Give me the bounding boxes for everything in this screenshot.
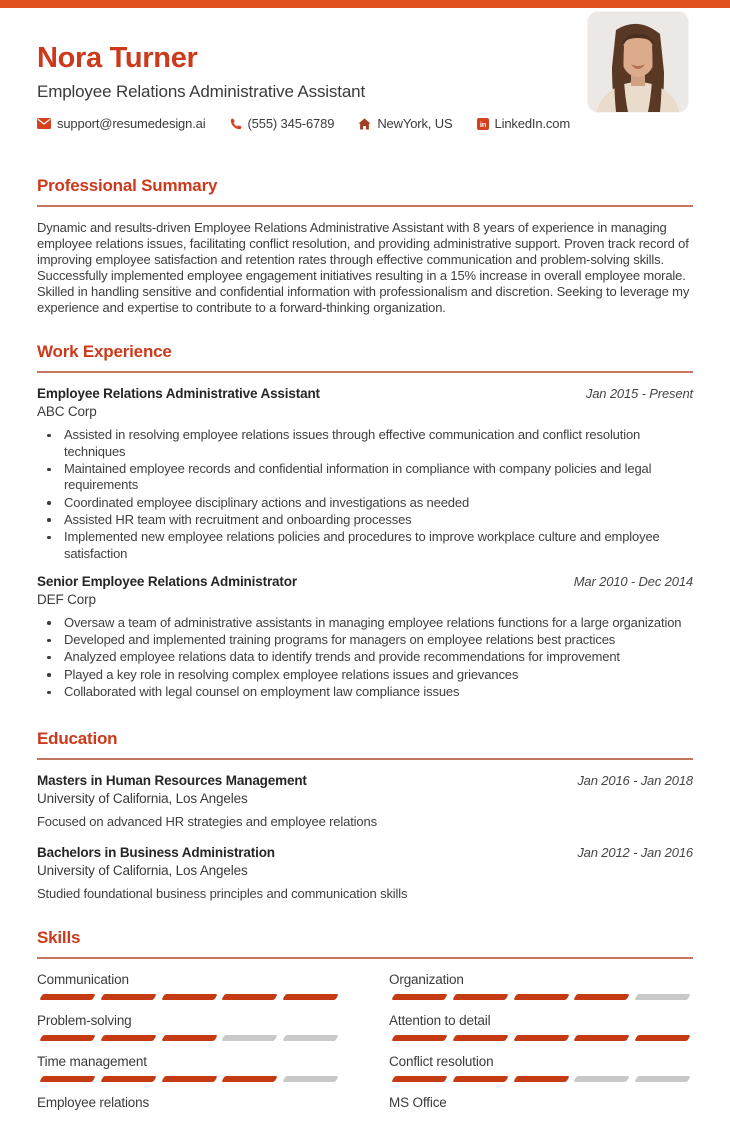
contact-linkedin-text: LinkedIn.com: [494, 116, 571, 131]
contact-phone[interactable]: [230, 116, 335, 131]
job-bullet: Analyzed employee relations data to identify trends and provide recommendations for improvement: [45, 649, 693, 665]
job-bullet: Collaborated with legal counsel on employment law compliance issues: [45, 684, 693, 700]
degree-note: Focused on advanced HR strategies and employee relations: [37, 814, 377, 830]
skill-name: Problem-solving: [37, 1013, 132, 1029]
education-heading: Education: [37, 729, 118, 749]
job-bullet: Assisted HR team with recruitment and onboarding processes: [45, 512, 693, 528]
job-bullet: Developed and implemented training programs for managers on employee relations best practices: [45, 632, 693, 648]
contact-location[interactable]: [358, 116, 452, 131]
skill-bar-segment: [222, 1076, 278, 1082]
skill-level-bar: [389, 1035, 693, 1041]
work-heading: Work Experience: [37, 342, 172, 362]
section-divider: [37, 758, 693, 760]
skill-bar-segment: [100, 1076, 156, 1082]
degree-entry: [37, 773, 693, 829]
skill-bar-segment: [100, 994, 156, 1000]
skill-bar-segment: [282, 994, 338, 1000]
job-dates: Jan 2015 - Present: [585, 386, 693, 402]
skill-item: [389, 1054, 693, 1082]
skill-bar-segment: [391, 1035, 447, 1041]
skill-level-bar: [389, 1076, 693, 1082]
degree-name: Masters in Human Resources Management: [37, 773, 307, 789]
skill-bar-segment: [574, 1076, 630, 1082]
contact-phone-text: (555) 345-6789: [247, 116, 335, 131]
section-divider: [37, 371, 693, 373]
skill-bar-segment: [513, 1076, 569, 1082]
section-education: [37, 729, 693, 901]
skills-heading: Skills: [37, 928, 81, 948]
skill-bar-segment: [282, 1035, 338, 1041]
summary-text: Dynamic and results-driven Employee Relations Administrative Assistant with 8 years of experience in managing employee relations issues, facilitating conflict resolution, and providing administrative support. Proven track record of improving employee satisfaction and retention rates through effective communication and problem-solving skills. Successfully implemented employee engagement initiatives resulting in a 15% increase in overall employee morale. Skilled in handling sensitive and confidential information with professionalism and discretion. Seeking to leverage my experience and expertise to contribute to a forward-thinking organization.: [37, 220, 690, 315]
person-name: Nora Turner: [37, 42, 198, 74]
skill-bar-segment: [39, 1035, 95, 1041]
skill-bar-segment: [161, 994, 217, 1000]
skill-bar-segment: [391, 994, 447, 1000]
degree-name: Bachelors in Business Administration: [37, 845, 275, 861]
skill-level-bar: [37, 1117, 341, 1123]
resume-page: [0, 8, 730, 1136]
skill-bar-segment: [222, 1035, 278, 1041]
skill-bar-segment: [574, 994, 630, 1000]
skill-bar-segment: [574, 1035, 630, 1041]
skill-name: MS Office: [389, 1095, 447, 1111]
section-skills: [37, 928, 693, 1136]
job-bullet: Assisted in resolving employee relations issues through effective communication and conflict resolution techniques: [45, 427, 693, 460]
phone-icon: [230, 118, 242, 130]
skill-bar-segment: [161, 1076, 217, 1082]
summary-heading: Professional Summary: [37, 176, 218, 195]
contact-location-text: NewYork, US: [377, 116, 453, 131]
job-bullet: Maintained employee records and confidential information in compliance with company policies and legal requirements: [45, 461, 693, 494]
job-company: ABC Corp: [37, 404, 97, 420]
skill-bar-segment: [222, 994, 278, 1000]
header: [37, 8, 693, 131]
skill-level-bar: [389, 1117, 693, 1123]
degree-entry: [37, 845, 693, 901]
degree-dates: Jan 2016 - Jan 2018: [577, 773, 693, 789]
skill-bar-segment: [391, 1076, 447, 1082]
svg-text:in: in: [479, 119, 486, 129]
skill-item: [37, 1013, 341, 1041]
skill-level-bar: [389, 994, 693, 1000]
job-bullet: Coordinated employee disciplinary actions and investigations as needed: [45, 495, 693, 511]
contact-linkedin[interactable]: [477, 116, 571, 131]
skill-bar-segment: [39, 994, 95, 1000]
job-title: Employee Relations Administrative Assistant: [37, 82, 366, 101]
job-bullet-list: [37, 615, 693, 700]
job-bullet-list: [37, 427, 693, 561]
skills-column-left: [37, 972, 341, 1136]
skill-name: Employee relations: [37, 1095, 150, 1111]
job-bullet: Implemented new employee relations policies and procedures to improve workplace culture and employee satisfaction: [45, 529, 693, 562]
job-role: Senior Employee Relations Administrator: [37, 573, 297, 589]
email-icon: [37, 118, 51, 129]
skills-column-right: [389, 972, 693, 1136]
profile-photo: [588, 12, 688, 112]
contact-email-text: support@resumedesign.ai: [57, 116, 206, 131]
skill-bar-segment: [452, 1035, 508, 1041]
top-accent-bar: [0, 0, 730, 8]
contact-email[interactable]: [37, 116, 206, 131]
skill-item: [389, 1095, 693, 1123]
degree-school: University of California, Los Angeles: [37, 791, 248, 807]
degree-note: Studied foundational business principles and communication skills: [37, 886, 408, 902]
job-bullet: Played a key role in resolving complex employee relations issues and grievances: [45, 667, 693, 683]
skill-bar-segment: [634, 1076, 690, 1082]
skill-bar-segment: [452, 994, 508, 1000]
job-company: DEF Corp: [37, 591, 96, 607]
job-dates: Mar 2010 - Dec 2014: [573, 573, 693, 589]
job-role: Employee Relations Administrative Assistant: [37, 386, 320, 402]
section-work-experience: [37, 342, 693, 700]
skill-name: Conflict resolution: [389, 1054, 494, 1070]
skill-name: Time management: [37, 1054, 147, 1070]
skill-item: [389, 1013, 693, 1041]
degree-dates: Jan 2012 - Jan 2016: [577, 845, 693, 861]
section-divider: [37, 957, 693, 959]
job-entry: [37, 386, 693, 561]
skill-bar-segment: [39, 1076, 95, 1082]
skill-bar-segment: [634, 994, 690, 1000]
skill-name: Attention to detail: [389, 1013, 491, 1029]
job-bullet: Oversaw a team of administrative assistants in managing employee relations functions for a large organization: [45, 615, 693, 631]
section-divider: [37, 205, 693, 207]
job-entry: [37, 574, 693, 700]
skill-level-bar: [37, 1076, 341, 1082]
skill-bar-segment: [452, 1076, 508, 1082]
linkedin-icon: [477, 118, 489, 130]
skill-level-bar: [37, 994, 341, 1000]
skill-name: Organization: [389, 972, 464, 988]
skill-name: Communication: [37, 972, 129, 988]
skill-item: [389, 972, 693, 1000]
skill-item: [37, 1095, 341, 1123]
skill-item: [37, 972, 341, 1000]
skill-bar-segment: [282, 1076, 338, 1082]
skill-bar-segment: [513, 1035, 569, 1041]
skill-bar-segment: [161, 1035, 217, 1041]
skill-bar-segment: [100, 1035, 156, 1041]
skill-bar-segment: [513, 994, 569, 1000]
skill-level-bar: [37, 1035, 341, 1041]
degree-school: University of California, Los Angeles: [37, 863, 248, 879]
skills-grid: [37, 972, 693, 1136]
skill-item: [37, 1054, 341, 1082]
section-professional-summary: [37, 176, 693, 315]
contact-row: [37, 116, 693, 131]
home-icon: [358, 118, 371, 130]
skill-bar-segment: [634, 1035, 690, 1041]
